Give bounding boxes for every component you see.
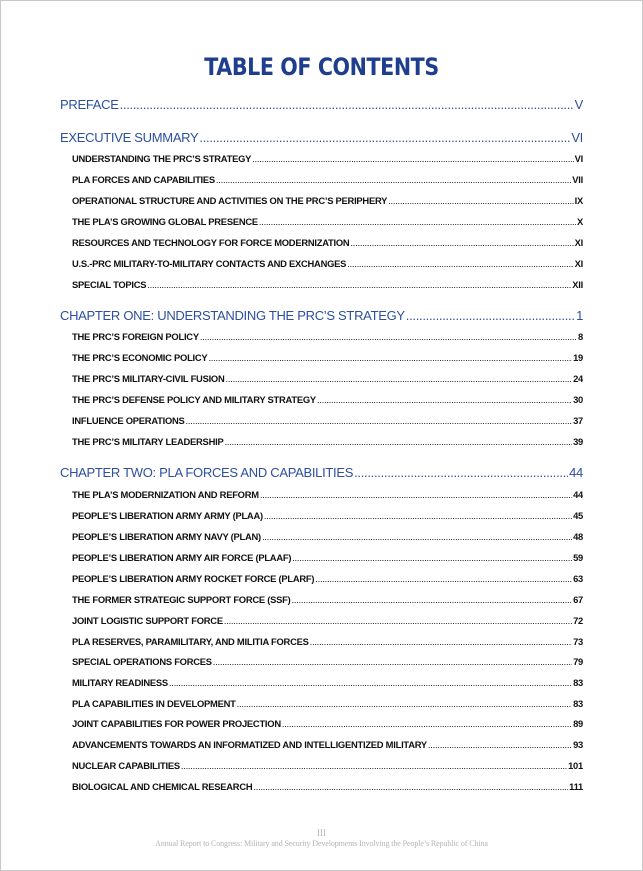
toc-leader-dots: [354, 465, 568, 480]
toc-entry-page: 63: [573, 573, 583, 584]
toc-leader-dots: [224, 615, 572, 626]
toc-entry-label: JOINT CAPABILITIES FOR POWER PROJECTION: [72, 718, 281, 729]
toc-leader-dots: [315, 573, 572, 584]
toc-chapter-entry[interactable]: [60, 308, 583, 323]
toc-leader-dots: [208, 352, 572, 363]
toc-entry-page: 8: [578, 331, 583, 342]
toc-entry[interactable]: [72, 677, 583, 688]
toc-entry[interactable]: [72, 698, 583, 709]
toc-entry[interactable]: [72, 216, 583, 227]
toc-entry-page: X: [576, 216, 583, 227]
toc-entry-page: 93: [573, 739, 583, 750]
toc-entry[interactable]: [72, 153, 583, 164]
toc-entry-label: INFLUENCE OPERATIONS: [72, 415, 185, 426]
toc-leader-dots: [292, 552, 572, 563]
toc-entry[interactable]: [72, 279, 583, 290]
toc-entry[interactable]: [72, 373, 583, 384]
toc-entry-page: 83: [573, 698, 583, 709]
toc-entry-label: U.S.-PRC MILITARY-TO-MILITARY CONTACTS AND EXCHANGES: [72, 258, 347, 269]
toc-entry-page: 83: [573, 677, 583, 688]
toc-entry-label: THE PLA’S GROWING GLOBAL PRESENCE: [72, 216, 258, 227]
toc-entry[interactable]: [72, 718, 583, 729]
toc-entry-label: NUCLEAR CAPABILITIES: [72, 760, 180, 771]
toc-entry-page: 73: [573, 636, 583, 647]
toc-leader-dots: [282, 718, 572, 729]
toc-entry[interactable]: [72, 739, 583, 750]
toc-chapter-page: V: [574, 97, 583, 112]
toc-entry[interactable]: [72, 760, 583, 771]
toc-entry-label: SPECIAL TOPICS: [72, 279, 147, 290]
toc-leader-dots: [252, 153, 573, 164]
toc-entry-page: 44: [573, 489, 583, 500]
toc-chapter-entry[interactable]: [60, 97, 583, 112]
toc-entry-label: PLA FORCES AND CAPABILITIES: [72, 174, 215, 185]
toc-entry[interactable]: [72, 415, 583, 426]
toc-entry-label: PLA CAPABILITIES IN DEVELOPMENT: [72, 698, 236, 709]
toc-leader-dots: [169, 677, 572, 688]
toc-entry[interactable]: [72, 573, 583, 584]
toc-leader-dots: [147, 279, 571, 290]
toc-chapter-label: CHAPTER ONE: UNDERSTANDING THE PRC’S STRATEGY: [60, 308, 405, 323]
toc-entry-label: JOINT LOGISTIC SUPPORT FORCE: [72, 615, 223, 626]
toc-entry-label: THE PRC’S ECONOMIC POLICY: [72, 352, 208, 363]
toc-leader-dots: [350, 237, 573, 248]
toc-leader-dots: [347, 258, 573, 269]
toc-leader-dots: [253, 781, 568, 792]
toc-entry-label: PEOPLE’S LIBERATION ARMY ROCKET FORCE (PLARF): [72, 573, 315, 584]
toc-entry-label: SPECIAL OPERATIONS FORCES: [72, 656, 212, 667]
toc-leader-dots: [224, 436, 572, 447]
toc-leader-dots: [199, 130, 570, 145]
toc-chapter-label: EXECUTIVE SUMMARY: [60, 130, 199, 145]
toc-entry-page: 59: [573, 552, 583, 563]
toc-entry[interactable]: [72, 656, 583, 667]
toc-entry-page: 111: [569, 781, 583, 792]
toc-leader-dots: [291, 594, 572, 605]
toc-leader-dots: [317, 394, 572, 405]
toc-entry[interactable]: [72, 489, 583, 500]
toc-entry-page: 89: [573, 718, 583, 729]
toc-entry[interactable]: [72, 258, 583, 269]
toc-entry-page: 37: [573, 415, 583, 426]
toc-leader-dots: [237, 698, 572, 709]
toc-chapter-label: CHAPTER TWO: PLA FORCES AND CAPABILITIES: [60, 465, 354, 480]
toc-leader-dots: [310, 636, 572, 647]
toc-entry-label: OPERATIONAL STRUCTURE AND ACTIVITIES ON THE PRC’S PERIPHERY: [72, 195, 388, 206]
toc-entry-label: BIOLOGICAL AND CHEMICAL RESEARCH: [72, 781, 253, 792]
toc-entry-label: THE FORMER STRATEGIC SUPPORT FORCE (SSF): [72, 594, 291, 605]
toc-entry[interactable]: [72, 394, 583, 405]
toc-entry[interactable]: [72, 174, 583, 185]
toc-chapter-page: VI: [571, 130, 583, 145]
toc-leader-dots: [200, 331, 577, 342]
toc-entry-page: 72: [573, 615, 583, 626]
toc-entry-page: VII: [572, 174, 583, 185]
toc-entry[interactable]: [72, 510, 583, 521]
toc-entry[interactable]: [72, 531, 583, 542]
toc-entry-page: 101: [568, 760, 583, 771]
toc-leader-dots: [259, 216, 576, 227]
toc-chapter-page: 44: [569, 465, 583, 480]
toc-entry[interactable]: [72, 436, 583, 447]
toc-entry[interactable]: [72, 636, 583, 647]
toc-entry-label: RESOURCES AND TECHNOLOGY FOR FORCE MODERNIZATION: [72, 237, 350, 248]
toc-entry-page: 67: [573, 594, 583, 605]
footer-caption: Annual Report to Congress: Military and Security Developments Involving the People’s Republic of China: [155, 839, 488, 848]
toc-leader-dots: [120, 97, 574, 112]
toc-entry[interactable]: [72, 615, 583, 626]
toc-leader-dots: [428, 739, 572, 750]
toc-entry[interactable]: [72, 552, 583, 563]
toc-entry-page: XI: [574, 258, 583, 269]
toc-entry-label: PEOPLE’S LIBERATION ARMY AIR FORCE (PLAAF): [72, 552, 292, 563]
toc-entry[interactable]: [72, 331, 583, 342]
toc-entry-label: THE PRC’S MILITARY-CIVIL FUSION: [72, 373, 225, 384]
toc-entry-label: THE PRC’S MILITARY LEADERSHIP: [72, 436, 224, 447]
toc-entry-label: THE PRC’S FOREIGN POLICY: [72, 331, 199, 342]
toc-leader-dots: [406, 308, 575, 323]
toc-leader-dots: [181, 760, 567, 771]
toc-chapter-entry[interactable]: [60, 130, 583, 145]
toc-entry-label: MILITARY READINESS: [72, 677, 168, 688]
toc-entry-page: 45: [573, 510, 583, 521]
toc-entry-label: THE PLA’S MODERNIZATION AND REFORM: [72, 489, 259, 500]
toc-entry-label: THE PRC’S DEFENSE POLICY AND MILITARY STRATEGY: [72, 394, 316, 405]
toc-leader-dots: [216, 174, 571, 185]
toc-leader-dots: [186, 415, 573, 426]
toc-chapter-page: 1: [576, 308, 583, 323]
toc-entry[interactable]: [72, 594, 583, 605]
toc-entry-page: 19: [573, 352, 583, 363]
toc-entry-page: XII: [572, 279, 583, 290]
toc-entry-page: 30: [573, 394, 583, 405]
toc-leader-dots: [260, 489, 572, 500]
toc-entry-page: 39: [573, 436, 583, 447]
toc-entry[interactable]: [72, 352, 583, 363]
toc-leader-dots: [262, 531, 572, 542]
toc-entry-label: UNDERSTANDING THE PRC’S STRATEGY: [72, 153, 252, 164]
toc-entry-page: IX: [574, 195, 583, 206]
toc-chapter-label: PREFACE: [60, 97, 119, 112]
toc-chapter-entry[interactable]: [60, 465, 583, 480]
toc-leader-dots: [226, 373, 573, 384]
toc-entry[interactable]: [72, 195, 583, 206]
toc-entry-page: 79: [573, 656, 583, 667]
toc-entry-page: 48: [573, 531, 583, 542]
toc-entry-page: 24: [573, 373, 583, 384]
toc-entry-page: VI: [574, 153, 583, 164]
toc-leader-dots: [264, 510, 572, 521]
page-title: TABLE OF CONTENTS: [204, 53, 439, 81]
toc-entry-label: PLA RESERVES, PARAMILITARY, AND MILITIA FORCES: [72, 636, 309, 647]
toc-entry-label: PEOPLE’S LIBERATION ARMY NAVY (PLAN): [72, 531, 261, 542]
toc-entry-label: ADVANCEMENTS TOWARDS AN INFORMATIZED AND INTELLIGENTIZED MILITARY: [72, 739, 427, 750]
toc-entry-label: PEOPLE’S LIBERATION ARMY ARMY (PLAA): [72, 510, 263, 521]
toc-entry[interactable]: [72, 781, 583, 792]
toc-entry-page: XI: [574, 237, 583, 248]
toc-leader-dots: [388, 195, 574, 206]
toc-leader-dots: [213, 656, 572, 667]
toc-entry[interactable]: [72, 237, 583, 248]
footer-page-number: III: [317, 828, 326, 838]
